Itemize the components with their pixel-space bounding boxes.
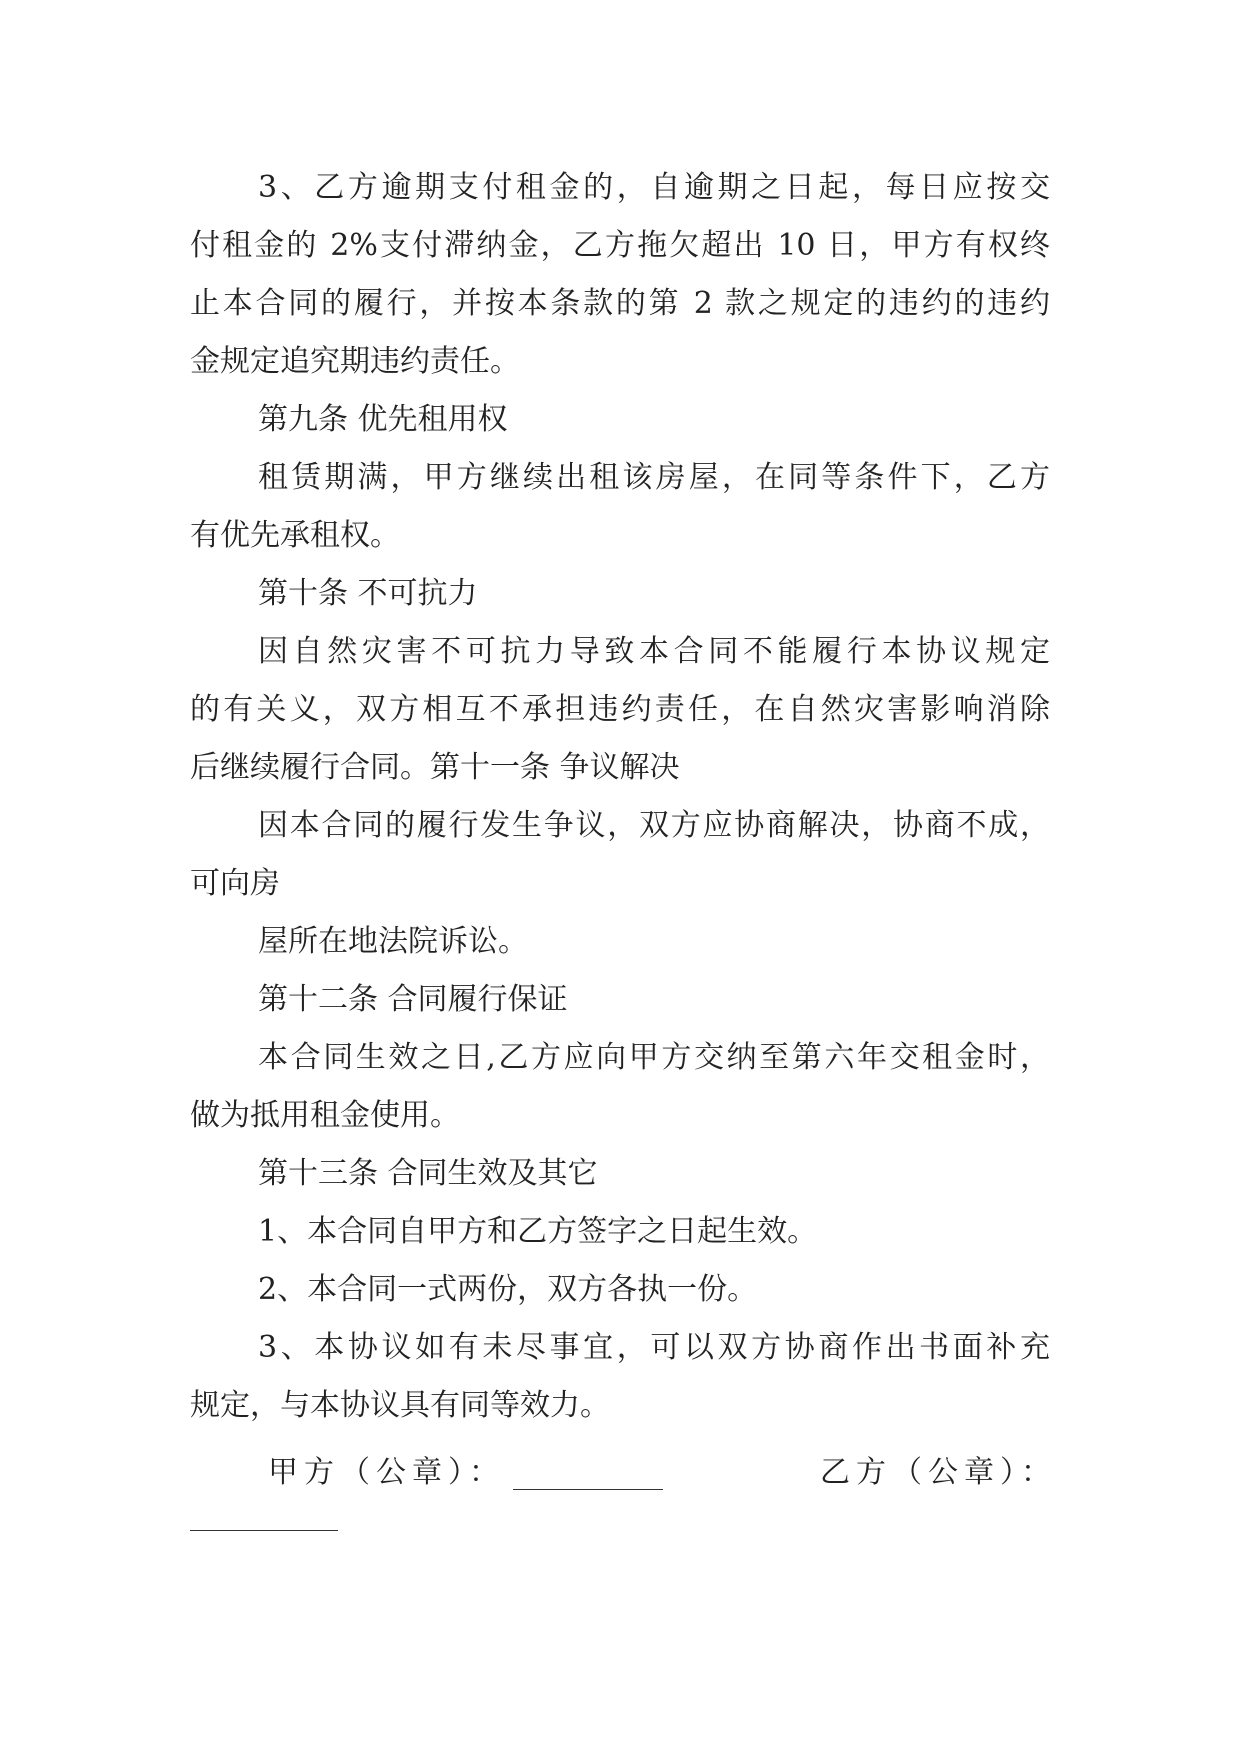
clause-12-text-line-2: 做为抵用租金使用。: [190, 1098, 460, 1133]
clause-13-item-1: 1、本合同自甲方和乙方签字之日起生效。: [258, 1214, 818, 1249]
party-b-signature: [820, 1448, 1057, 1498]
clause-8-item-3-line-4: 金规定追究期违约责任。: [190, 344, 520, 379]
clause-8-item-3-line-2: 付租金的 2%支付滞纳金，乙方拖欠超出 10 日，甲方有权终: [190, 228, 1050, 263]
clause-10-text-line-2: 的有关义，双方相互不承担违约责任，在自然灾害影响消除: [190, 692, 1050, 727]
clause-13-heading: 第十三条 合同生效及其它: [258, 1156, 598, 1191]
party-b-label: 乙方（公章）：: [820, 1455, 1057, 1490]
clause-10-text-line-3: 后继续履行合同。第十一条 争议解决: [190, 750, 680, 785]
clause-12-text-line-1: 本合同生效之日,乙方应向甲方交纳至第六年交租金时，: [258, 1040, 1050, 1075]
clause-9-text-line-1: 租赁期满，甲方继续出租该房屋，在同等条件下，乙方: [258, 460, 1050, 495]
clause-9-text-line-2: 有优先承租权。: [190, 518, 400, 553]
clause-13-item-3-line-2: 规定，与本协议具有同等效力。: [190, 1388, 610, 1423]
clause-13-item-2: 2、本合同一式两份，双方各执一份。: [258, 1272, 758, 1307]
party-a-signature: [268, 1448, 663, 1498]
clause-11-text-line-2: 可向房: [190, 866, 280, 901]
clause-10-heading: 第十条 不可抗力: [258, 576, 478, 611]
party-a-label: 甲方（公章）：: [268, 1455, 505, 1490]
clause-11-text-line-3: 屋所在地法院诉讼。: [258, 924, 528, 959]
clause-11-text-line-1: 因本合同的履行发生争议，双方应协商解决，协商不成，: [258, 808, 1050, 843]
clause-8-item-3-line-3: 止本合同的履行，并按本条款的第 2 款之规定的违约的违约: [190, 286, 1050, 321]
clause-9-heading: 第九条 优先租用权: [258, 402, 508, 437]
clause-8-item-3-line-1: 3、乙方逾期支付租金的，自逾期之日起，每日应按交: [258, 170, 1050, 205]
party-a-signature-blank: [513, 1459, 663, 1490]
clause-13-item-3-line-1: 3、本协议如有未尽事宜，可以双方协商作出书面补充: [258, 1330, 1050, 1365]
clause-10-text-line-1: 因自然灾害不可抗力导致本合同不能履行本协议规定: [258, 634, 1050, 669]
party-b-signature-blank: [190, 1530, 338, 1531]
clause-12-heading: 第十二条 合同履行保证: [258, 982, 568, 1017]
